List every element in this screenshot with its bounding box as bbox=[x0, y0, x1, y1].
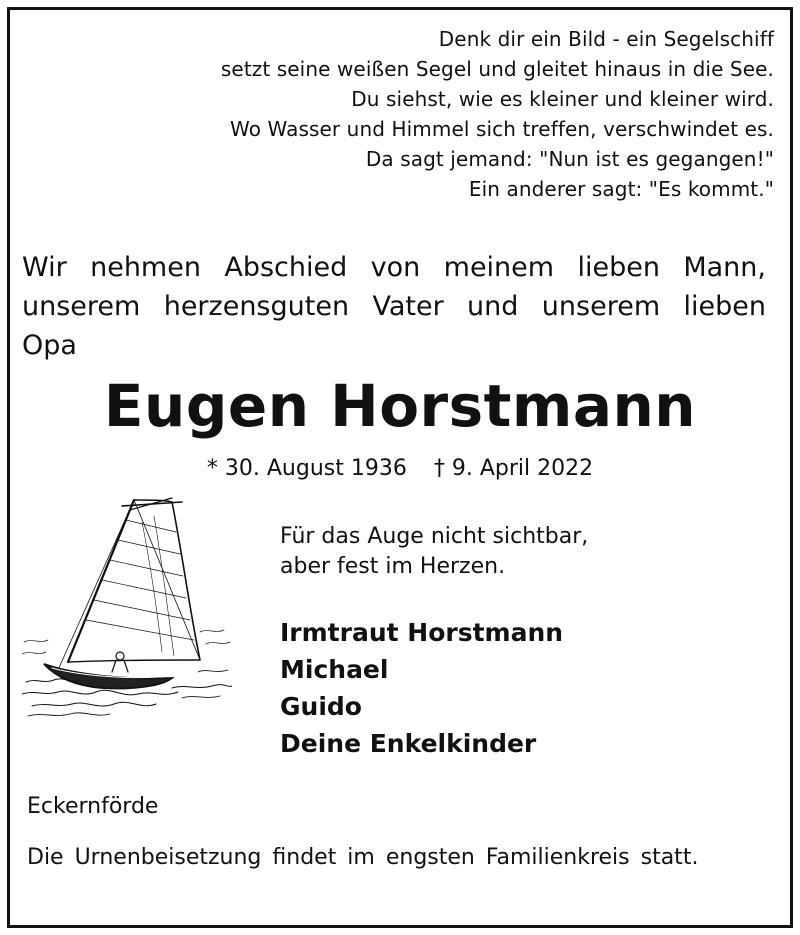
poem-line: Ein anderer sagt: "Es kommt." bbox=[468, 177, 774, 201]
death-date: † 9. April 2022 bbox=[433, 456, 594, 481]
life-dates bbox=[0, 456, 800, 481]
mourner-name: Michael bbox=[280, 655, 389, 684]
mourner-name: Deine Enkelkinder bbox=[280, 729, 537, 758]
sailboat-illustration-icon bbox=[22, 492, 232, 718]
poem-line: Wo Wasser und Himmel sich treffen, verschwindet es. bbox=[230, 117, 774, 141]
poem-line: Denk dir ein Bild - ein Segelschiff bbox=[438, 27, 774, 51]
mourner-name: Irmtraut Horstmann bbox=[280, 618, 564, 647]
intro-text: Wir nehmen Abschied von meinem lieben Mann, unserem herzensguten Vater und unserem lieben Opa bbox=[22, 252, 766, 361]
place-name: Eckernförde bbox=[27, 794, 159, 819]
poem bbox=[221, 24, 774, 204]
poem-line: Da sagt jemand: "Nun ist es gegangen!" bbox=[365, 147, 774, 171]
burial-note: Die Urnenbeisetzung findet im engsten Familienkreis statt. bbox=[27, 845, 699, 870]
deceased-name: Eugen Horstmann bbox=[103, 372, 697, 440]
poem-line: setzt seine weißen Segel und gleitet hinaus in die See. bbox=[220, 57, 774, 81]
mourners-list bbox=[280, 614, 563, 762]
poem-line: Du siehst, wie es kleiner und kleiner wird. bbox=[351, 87, 774, 111]
birth-date: * 30. August 1936 bbox=[206, 456, 407, 481]
motto bbox=[280, 522, 588, 582]
motto-line: aber fest im Herzen. bbox=[280, 554, 506, 579]
mourner-name: Guido bbox=[280, 692, 362, 721]
motto-line: Für das Auge nicht sichtbar, bbox=[280, 524, 589, 549]
